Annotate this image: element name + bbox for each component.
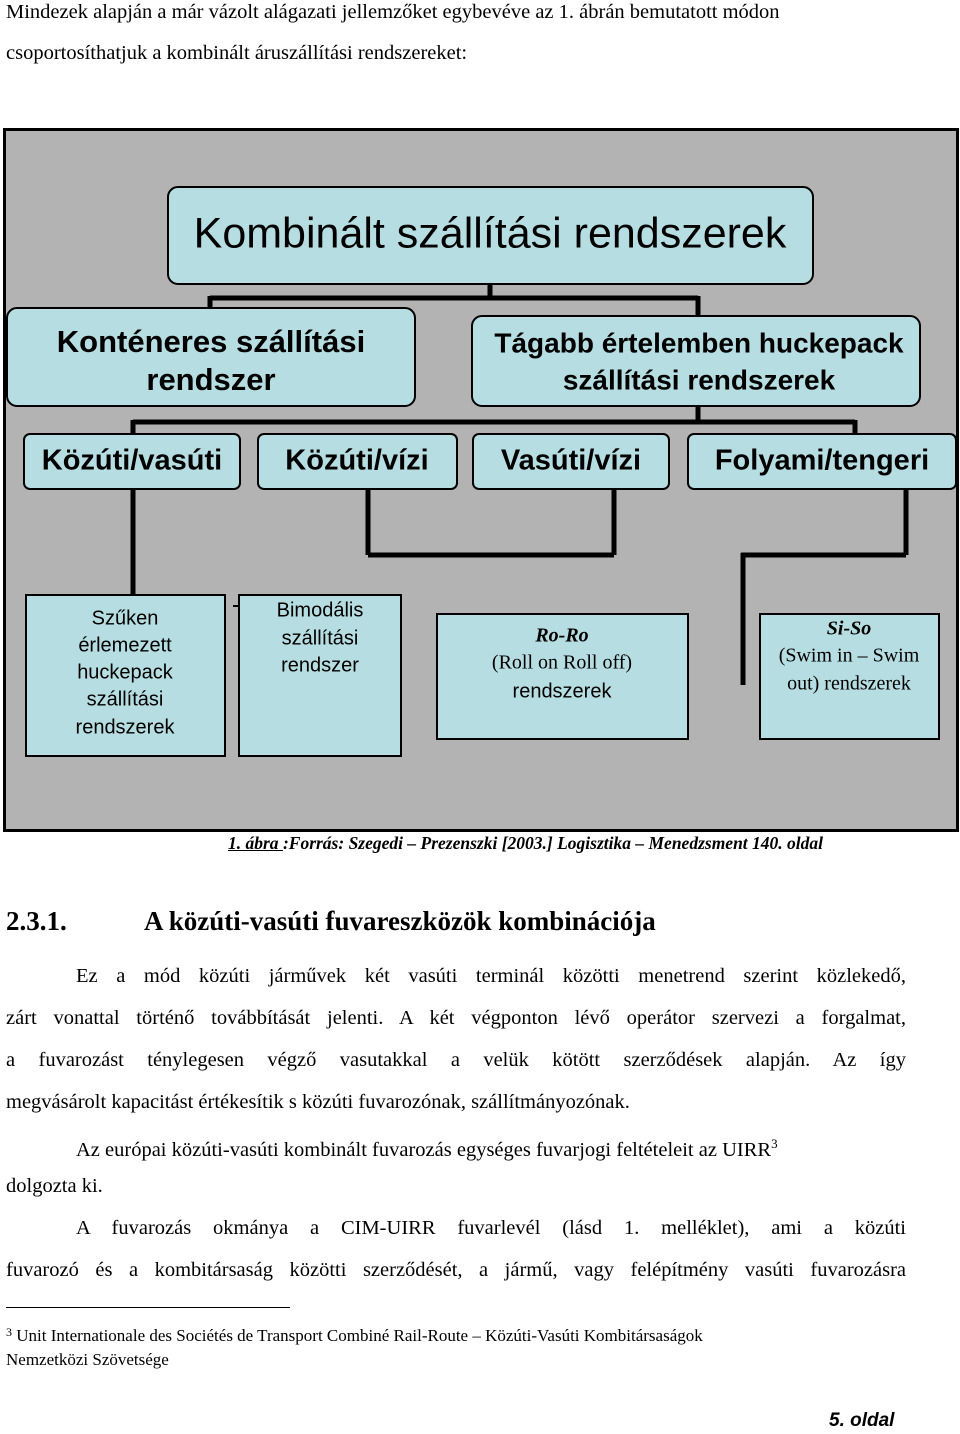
page-number: 5. oldal bbox=[829, 1410, 895, 1431]
river-sea-label: Folyami/tengeri bbox=[714, 444, 930, 477]
narrow-huckepack-line-5: rendszerek bbox=[75, 716, 175, 739]
paragraph-2-line-1 bbox=[6, 1123, 906, 1165]
footnote-text-1: Unit Internationale des Sociétés de Transport Combiné Rail-Route – Közúti-Vasúti Kombitársaságok bbox=[12, 1326, 703, 1345]
root-label: Kombinált szállítási rendszerek bbox=[193, 209, 787, 258]
section-title: A közúti-vasúti fuvareszközök kombinációja bbox=[144, 906, 656, 936]
footnote-line-1 bbox=[6, 1320, 703, 1348]
rail-water-label: Vasúti/vízi bbox=[500, 444, 642, 477]
paragraph-1-line-4: megvásárolt kapacitást értékesítik s közúti fuvarozónak, szállítmányozónak. bbox=[6, 1091, 630, 1113]
figure-caption bbox=[228, 832, 823, 854]
road-rail-label: Közúti/vasúti bbox=[41, 444, 223, 477]
footnote-separator bbox=[6, 1307, 290, 1308]
huckepack-broad-label-1: Tágabb értelemben huckepack bbox=[494, 327, 904, 359]
bimodal-line-1: Bimodális bbox=[276, 599, 364, 622]
footnote bbox=[6, 1320, 703, 1372]
container-system-label-2: rendszer bbox=[146, 362, 276, 398]
section-heading bbox=[6, 903, 656, 939]
classification-diagram bbox=[3, 128, 959, 832]
paragraph-2-line-2: dolgozta ki. bbox=[6, 1175, 103, 1197]
paragraph-3 bbox=[6, 1207, 906, 1291]
narrow-huckepack-line-1: Szűken bbox=[91, 607, 159, 630]
roro-title: Ro-Ro bbox=[535, 624, 589, 647]
narrow-huckepack-line-3: huckepack bbox=[77, 661, 173, 684]
container-system-label-1: Konténeres szállítási bbox=[56, 324, 366, 360]
roro-line-2: rendszerek bbox=[512, 680, 612, 703]
intro-line-2: csoportosíthatjuk a kombinált áruszállítási rendszereket: bbox=[6, 42, 468, 64]
narrow-huckepack-line-4: szállítási bbox=[86, 688, 164, 711]
siso-title: Si-So bbox=[826, 617, 872, 640]
paragraph-1-line-2: zárt vonattal történő továbbítását jelenti. A két végponton lévő operátor szervezi a forgalmat, bbox=[6, 1007, 906, 1029]
paragraph-1-line-3: a fuvarozást ténylegesen végző vasutakkal a velük kötött szerződések alapján. Az így bbox=[6, 1049, 906, 1071]
siso-line-1: (Swim in – Swim bbox=[778, 644, 920, 667]
footnote-mark: 3 bbox=[6, 1325, 12, 1339]
narrow-huckepack-line-2: érlemezett bbox=[78, 634, 172, 657]
paragraph-3-line-2: fuvarozó és a kombitársaság közötti szerződését, a jármű, vagy felépítmény vasúti fuvarozásra bbox=[6, 1259, 906, 1281]
footnote-line-2: Nemzetközi Szövetsége bbox=[6, 1350, 169, 1369]
bimodal-line-2: szállítási bbox=[281, 627, 359, 650]
paragraph-1 bbox=[6, 955, 906, 1123]
paragraph-1-line-1: Ez a mód közúti járművek két vasúti terminál közötti menetrend szerint közlekedő, bbox=[76, 965, 906, 987]
section-number: 2.3.1. bbox=[6, 906, 67, 936]
intro-line-1: Mindezek alapján a már vázolt alágazati jellemzőket egybevéve az 1. ábrán bemutatott módon bbox=[6, 1, 780, 23]
figure-caption-number: 1. ábra bbox=[228, 833, 283, 853]
road-water-label: Közúti/vízi bbox=[285, 444, 429, 477]
siso-line-2: out) rendszerek bbox=[787, 672, 911, 695]
huckepack-broad-label-2: szállítási rendszerek bbox=[562, 364, 836, 396]
roro-line-1: (Roll on Roll off) bbox=[491, 651, 633, 674]
paragraph-3-line-1: A fuvarozás okmánya a CIM-UIRR fuvarlevél (lásd 1. melléklet), ami a közúti bbox=[76, 1217, 906, 1239]
bimodal-line-3: rendszer bbox=[281, 654, 359, 677]
footnote-ref-3: 3 bbox=[771, 1136, 778, 1151]
figure-caption-source: :Forrás: Szegedi – Prezenszki [2003.] Logisztika – Menedzsment 140. oldal bbox=[282, 833, 824, 853]
paragraph-2-text: Az európai közúti-vasúti kombinált fuvarozás egységes fuvarjogi feltételeit az UIRR bbox=[76, 1138, 772, 1161]
paragraph-2 bbox=[6, 1123, 906, 1207]
